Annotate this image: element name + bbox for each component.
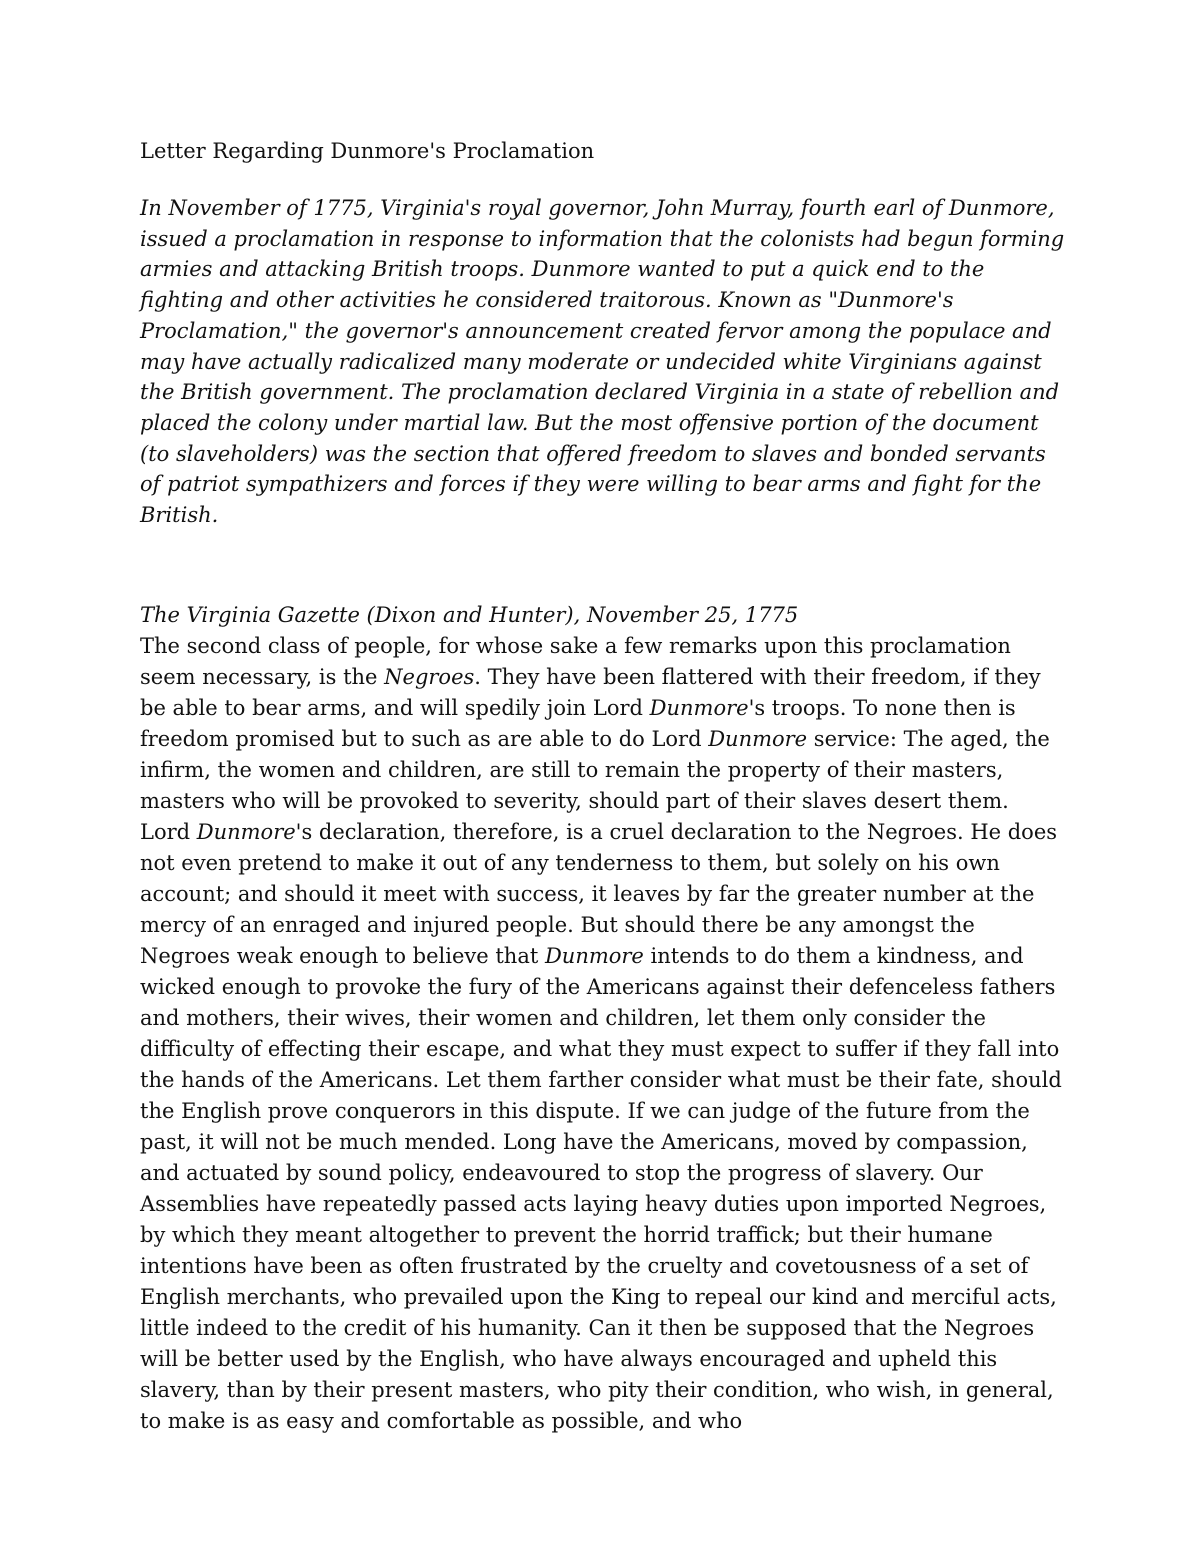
body-text-segment: 's declaration, therefore, is a cruel declaration to the Negroes. He does not even pretend to make it out of any tenderness to them, but solely on his own account; and should it meet with success, it leaves by far the greater number at the mercy of an enraged and injured people. But should there be any amongst the Negroes weak enough to believe that [140,819,1058,968]
document-title: Letter Regarding Dunmore's Proclamation [140,139,595,163]
body-text-italic-segment: Dunmore [708,726,808,751]
body-text-segment: intends to do them a kindness, and wicked enough to provoke the fury of the Americans against their defenceless fathers and mothers, their wives, their women and children, let them only consider the difficulty of effecting their escape, and what they must expect to suffer if they fall into the hands of the Americans. Let them farther consider what must be their fate, should the English prove conquerors in this dispute. If we can judge of the future from the past, it will not be much mended. Long have the Americans, moved by compassion, and actuated by sound policy, endeavoured to stop the progress of slavery. Our Assemblies have repeatedly passed acts laying heavy duties upon imported Negroes, by which they meant altogether to prevent the horrid traffick; but their humane intentions have been as often frustrated by the cruelty and covetousness of a set of English merchants, who prevailed upon the King to repeal our kind and merciful acts, little indeed to the credit of his humanity. Can it then be supposed that the Negroes will be better used by the English, who have always encouraged and upheld this slavery, than by their present masters, who pity their condition, who wish, in general, to make is as easy and comfortable as possible, and who [140,943,1062,1433]
body-text-italic-segment: Dunmore [196,819,296,844]
body-paragraph [140,631,1065,1437]
body-text-italic-segment: Dunmore [649,695,749,720]
body-text-italic-segment: Negroes [384,664,475,689]
body-text-segment: service: The aged, the infirm, the women and children, are still to remain the property of their masters, masters who will be provoked to severity, should part of their slaves desert them. Lord [140,726,1050,844]
body-text-segment: 's troops. To none then is freedom promised but to such as are able to do Lord [140,695,1016,751]
source-citation: The Virginia Gazette (Dixon and Hunter), November 25, 1775 [140,602,799,627]
document-page [140,136,1065,1437]
intro-paragraph: In November of 1775, Virginia's royal governor, John Murray, fourth earl of Dunmore, issued a proclamation in response to information that the colonists had begun forming armies and attacking British troops. Dunmore wanted to put a quick end to the fighting and other activities he considered traitorous. Known as "Dunmore's Proclamation," the governor's announcement created fervor among the populace and may have actually radicalized many moderate or undecided white Virginians against the British government. The proclamation declared Virginia in a state of rebellion and placed the colony under martial law. But the most offensive portion of the document (to slaveholders) was the section that offered freedom to slaves and bonded servants of patriot sympathizers and forces if they were willing to bear arms and fight for the British. [140,196,1065,528]
body-text-segment: . They have been flattered with their freedom, if they be able to bear arms, and will spedily join Lord [140,664,1041,720]
body-text-segment: The second class of people, for whose sake a few remarks upon this proclamation seem necessary, is the [140,633,1011,689]
body-text-italic-segment: Dunmore [544,943,644,968]
